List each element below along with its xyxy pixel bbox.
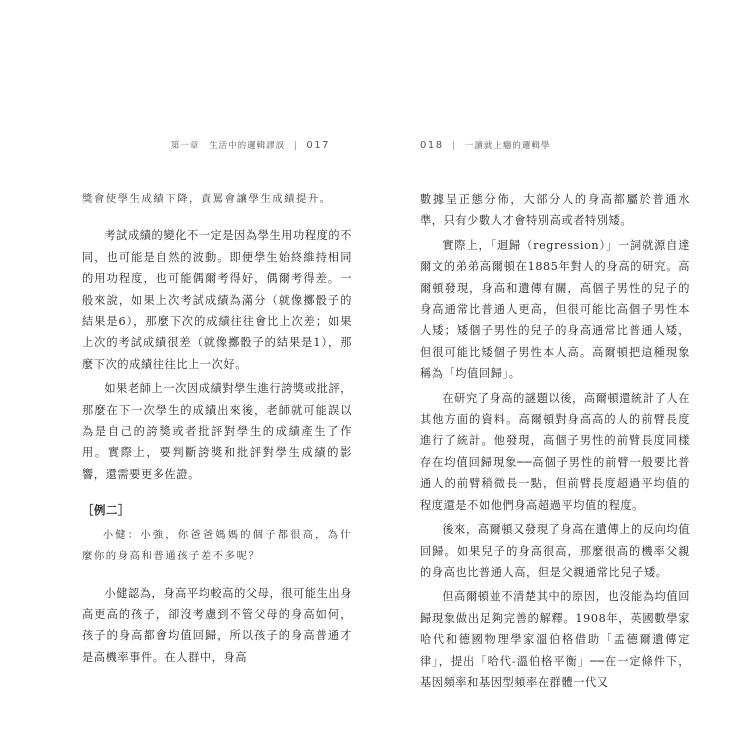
- page-number: 018: [420, 140, 444, 151]
- paragraph: 但高爾頓並不清楚其中的原因，也沒能為均值回歸現象做出足夠完善的解釋。1908年，英國數學家哈代和德國物理學家溫伯格借助「孟德爾遺傳定律」，提出「哈代-溫伯格平衡」──在一定條件下，基因頻率和基因型頻率在群體一代又: [420, 590, 690, 689]
- running-head-separator: |: [452, 141, 457, 151]
- chapter-label: 第一章: [170, 141, 200, 151]
- paragraph-gap: [82, 488, 352, 500]
- dialogue-quote: 小健：小強，你爸爸媽媽的個子都很高，為什麼你的身高和普通孩子差不多呢？: [82, 528, 352, 563]
- left-body-text: [82, 189, 352, 671]
- paragraph: 考試成績的變化不一定是因為學生用功程度的不同，也可能是自然的波動。即便學生始終維持相同的用功程度，也可能偶爾考得好，偶爾考得差。一般來說，如果上次考試成績為滿分（就像擲骰子的結果是6），那麼下次的成績往往會比上次差；如果上次的考試成績很差（就像擲骰子的結果是1），那麼下次的成績往往比上一次好。: [82, 229, 352, 371]
- paragraph: 在研究了身高的謎題以後，高爾頓還統計了人在其他方面的資料。高爾頓對身高高的人的前臂長度進行了統計。他發現，高個子男性的前臂長度同樣存在均值回歸現象──高個子男性的前臂一般要比普通人的前臂稍微長一點，但前臂長度超過平均值的程度還是不如他們身高超過平均值的程度。: [420, 391, 690, 512]
- paragraph: 實際上，「迴歸（regression）」一詞就源自達爾文的弟弟高爾頓在1885年對人的身高的研究。高爾頓發現，身高和遺傳有關，高個子男性的兒子的身高通常比普通人更高，但很可能比高個子男性本人矮；矮個子男性的兒子的身高通常比普通人矮，但很可能比矮個子男性本人高。高爾頓把這種現象稱為「均值回歸」。: [420, 238, 690, 381]
- left-page: [60, 0, 352, 750]
- page-number: 017: [306, 140, 330, 151]
- right-body-text: [420, 189, 690, 696]
- paragraph-gap: [82, 213, 352, 225]
- paragraph: 如果老師上一次因成績對學生進行誇獎或批評，那麼在下一次學生的成績出來後，老師就可能誤以為是自己的誇獎或者批評對學生的成績產生了作用。實際上，要判斷誇獎和批評對學生成績的影響，還需要更多佐證。: [82, 382, 352, 481]
- paragraph: 數據呈正態分佈，大部分人的身高都屬於普通水準，只有少數人才會特別高或者特別矮。: [420, 193, 690, 228]
- right-page: [398, 0, 690, 750]
- paragraph: 後來，高爾頓又發現了身高在遺傳上的反向均值回歸。如果兒子的身高很高，那麼很高的機率父親的身高也比普通人高，但是父親通常比兒子矮。: [420, 523, 690, 579]
- paragraph: 小健認為，身高平均較高的父母，很可能生出身高更高的孩子，卻沒考慮到不管父母的身高如何，孩子的身高都會均值回歸，所以孩子的身高普通才是高機率事件。在人群中，身高: [82, 586, 352, 664]
- left-running-head: [171, 139, 330, 151]
- quote-text: 獎會使學生成績下降，責罵會讓學生成績提升。: [82, 193, 332, 205]
- running-head-separator: |: [293, 141, 298, 151]
- paragraph-gap: [82, 571, 352, 583]
- section-heading: ［例二］: [82, 503, 130, 518]
- chapter-title: 生活中的邏輯謬誤: [209, 141, 286, 151]
- book-title: 一讀就上癮的邏輯學: [464, 141, 551, 151]
- right-running-head: [420, 139, 550, 151]
